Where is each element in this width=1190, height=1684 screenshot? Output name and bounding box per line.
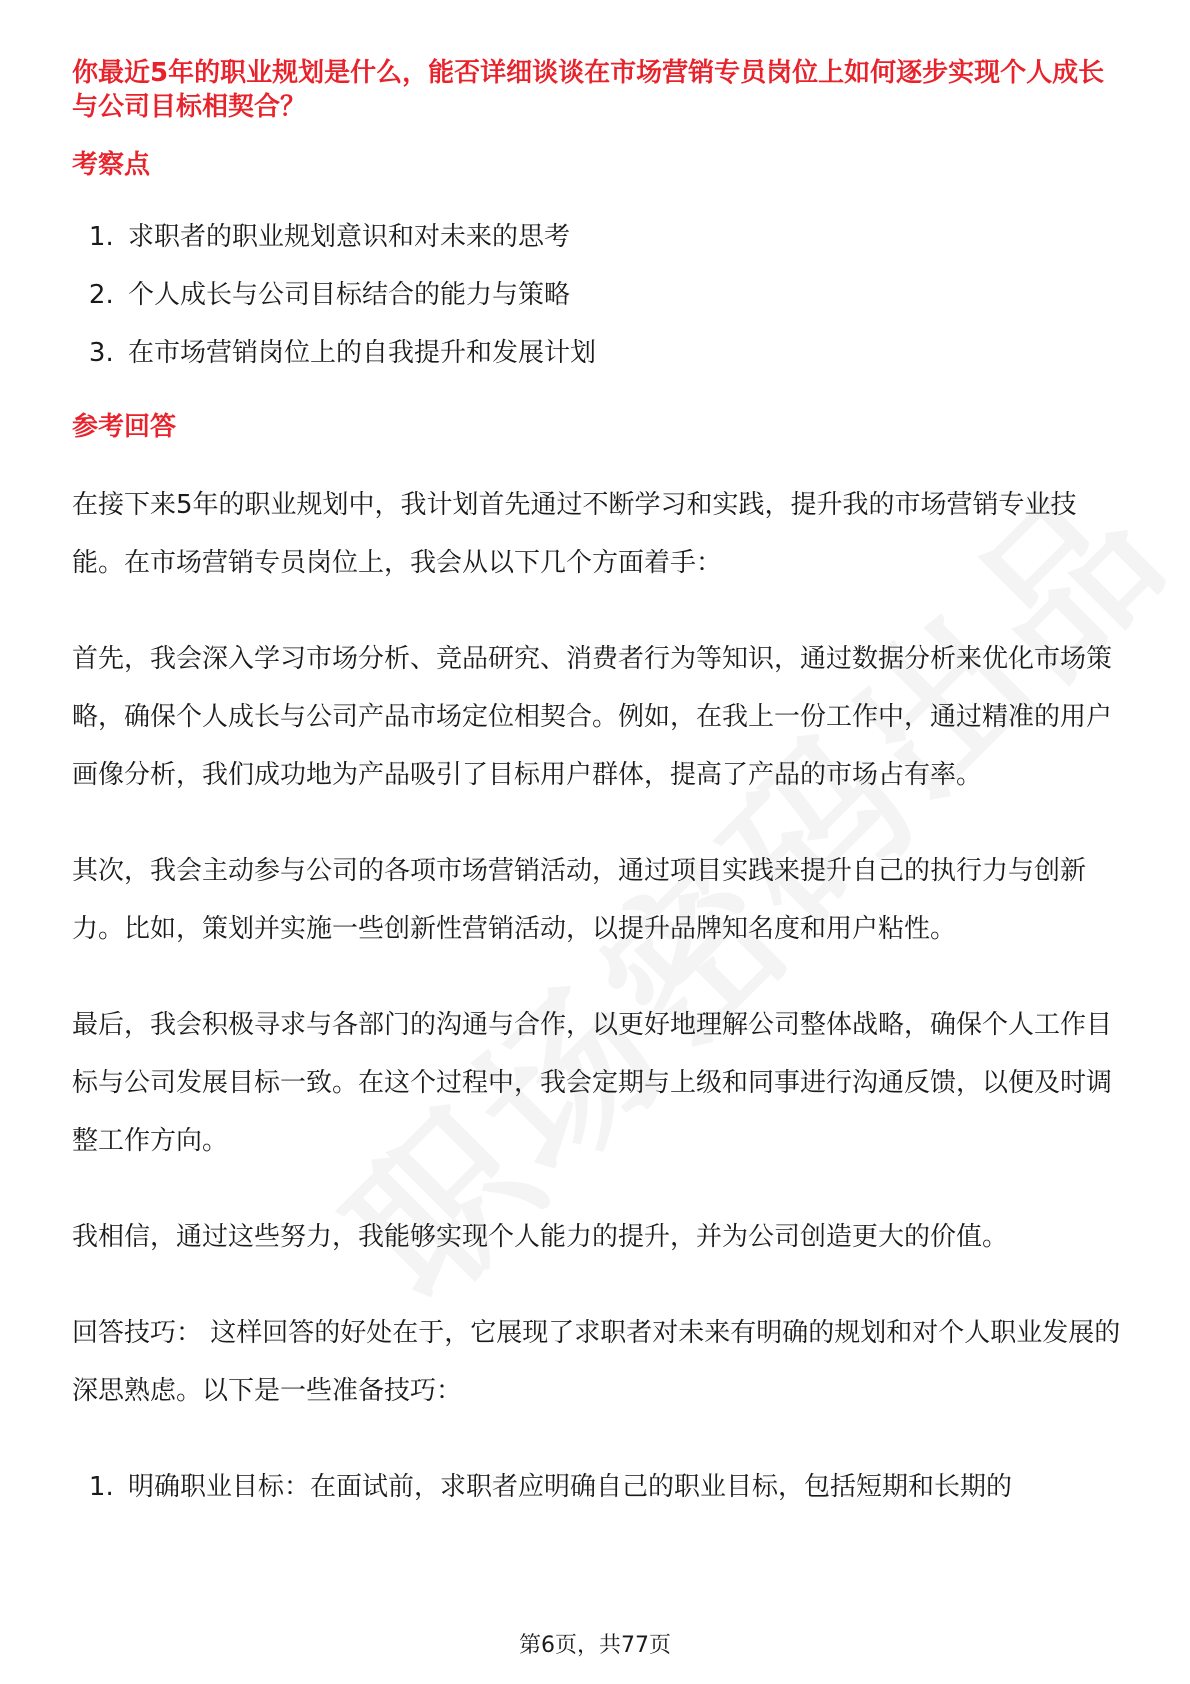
list-item: 1. 求职者的职业规划意识和对未来的思考 [122, 208, 1122, 266]
answer-paragraph: 我相信，通过这些努力，我能够实现个人能力的提升，并为公司创造更大的价值。 [72, 1222, 1009, 1252]
section-heading-answer: 参考回答 [72, 412, 177, 442]
points-list [72, 208, 1122, 382]
answer-paragraph: 其次，我会主动参与公司的各项市场营销活动，通过项目实践来提升自己的执行力与创新力。比如，策划并实施一些创新性营销活动，以提升品牌知名度和用户粘性。 [72, 856, 1087, 944]
page-footer: 第6页，共77页 [519, 1633, 671, 1658]
answer-tips-intro: 回答技巧： 这样回答的好处在于，它展现了求职者对未来有明确的规划和对个人职业发展的深思熟虑。以下是一些准备技巧： [72, 1318, 1121, 1406]
question-title: 你最近5年的职业规划是什么，能否详细谈谈在市场营销专员岗位上如何逐步实现个人成长与公司目标相契合？ [72, 58, 1105, 122]
answer-paragraph: 首先，我会深入学习市场分析、竞品研究、消费者行为等知识，通过数据分析来优化市场策略，确保个人成长与公司产品市场定位相契合。例如，在我上一份工作中，通过精准的用户画像分析，我们成功地为产品吸引了目标用户群体，提高了产品的市场占有率。 [72, 644, 1113, 790]
answer-paragraph: 最后，我会积极寻求与各部门的沟通与合作，以更好地理解公司整体战略，确保个人工作目标与公司发展目标一致。在这个过程中，我会定期与上级和同事进行沟通反馈，以便及时调整工作方向。 [72, 1010, 1113, 1156]
document-page [72, 56, 1122, 1516]
section-heading-points: 考察点 [72, 150, 151, 180]
list-item: 1. 明确职业目标：在面试前，求职者应明确自己的职业目标，包括短期和长期的 [122, 1458, 1122, 1516]
tips-list [72, 1458, 1122, 1516]
list-item: 3. 在市场营销岗位上的自我提升和发展计划 [122, 324, 1122, 382]
list-item: 2. 个人成长与公司目标结合的能力与策略 [122, 266, 1122, 324]
answer-paragraph: 在接下来5年的职业规划中，我计划首先通过不断学习和实践，提升我的市场营销专业技能。在市场营销专员岗位上，我会从以下几个方面着手： [72, 490, 1077, 578]
